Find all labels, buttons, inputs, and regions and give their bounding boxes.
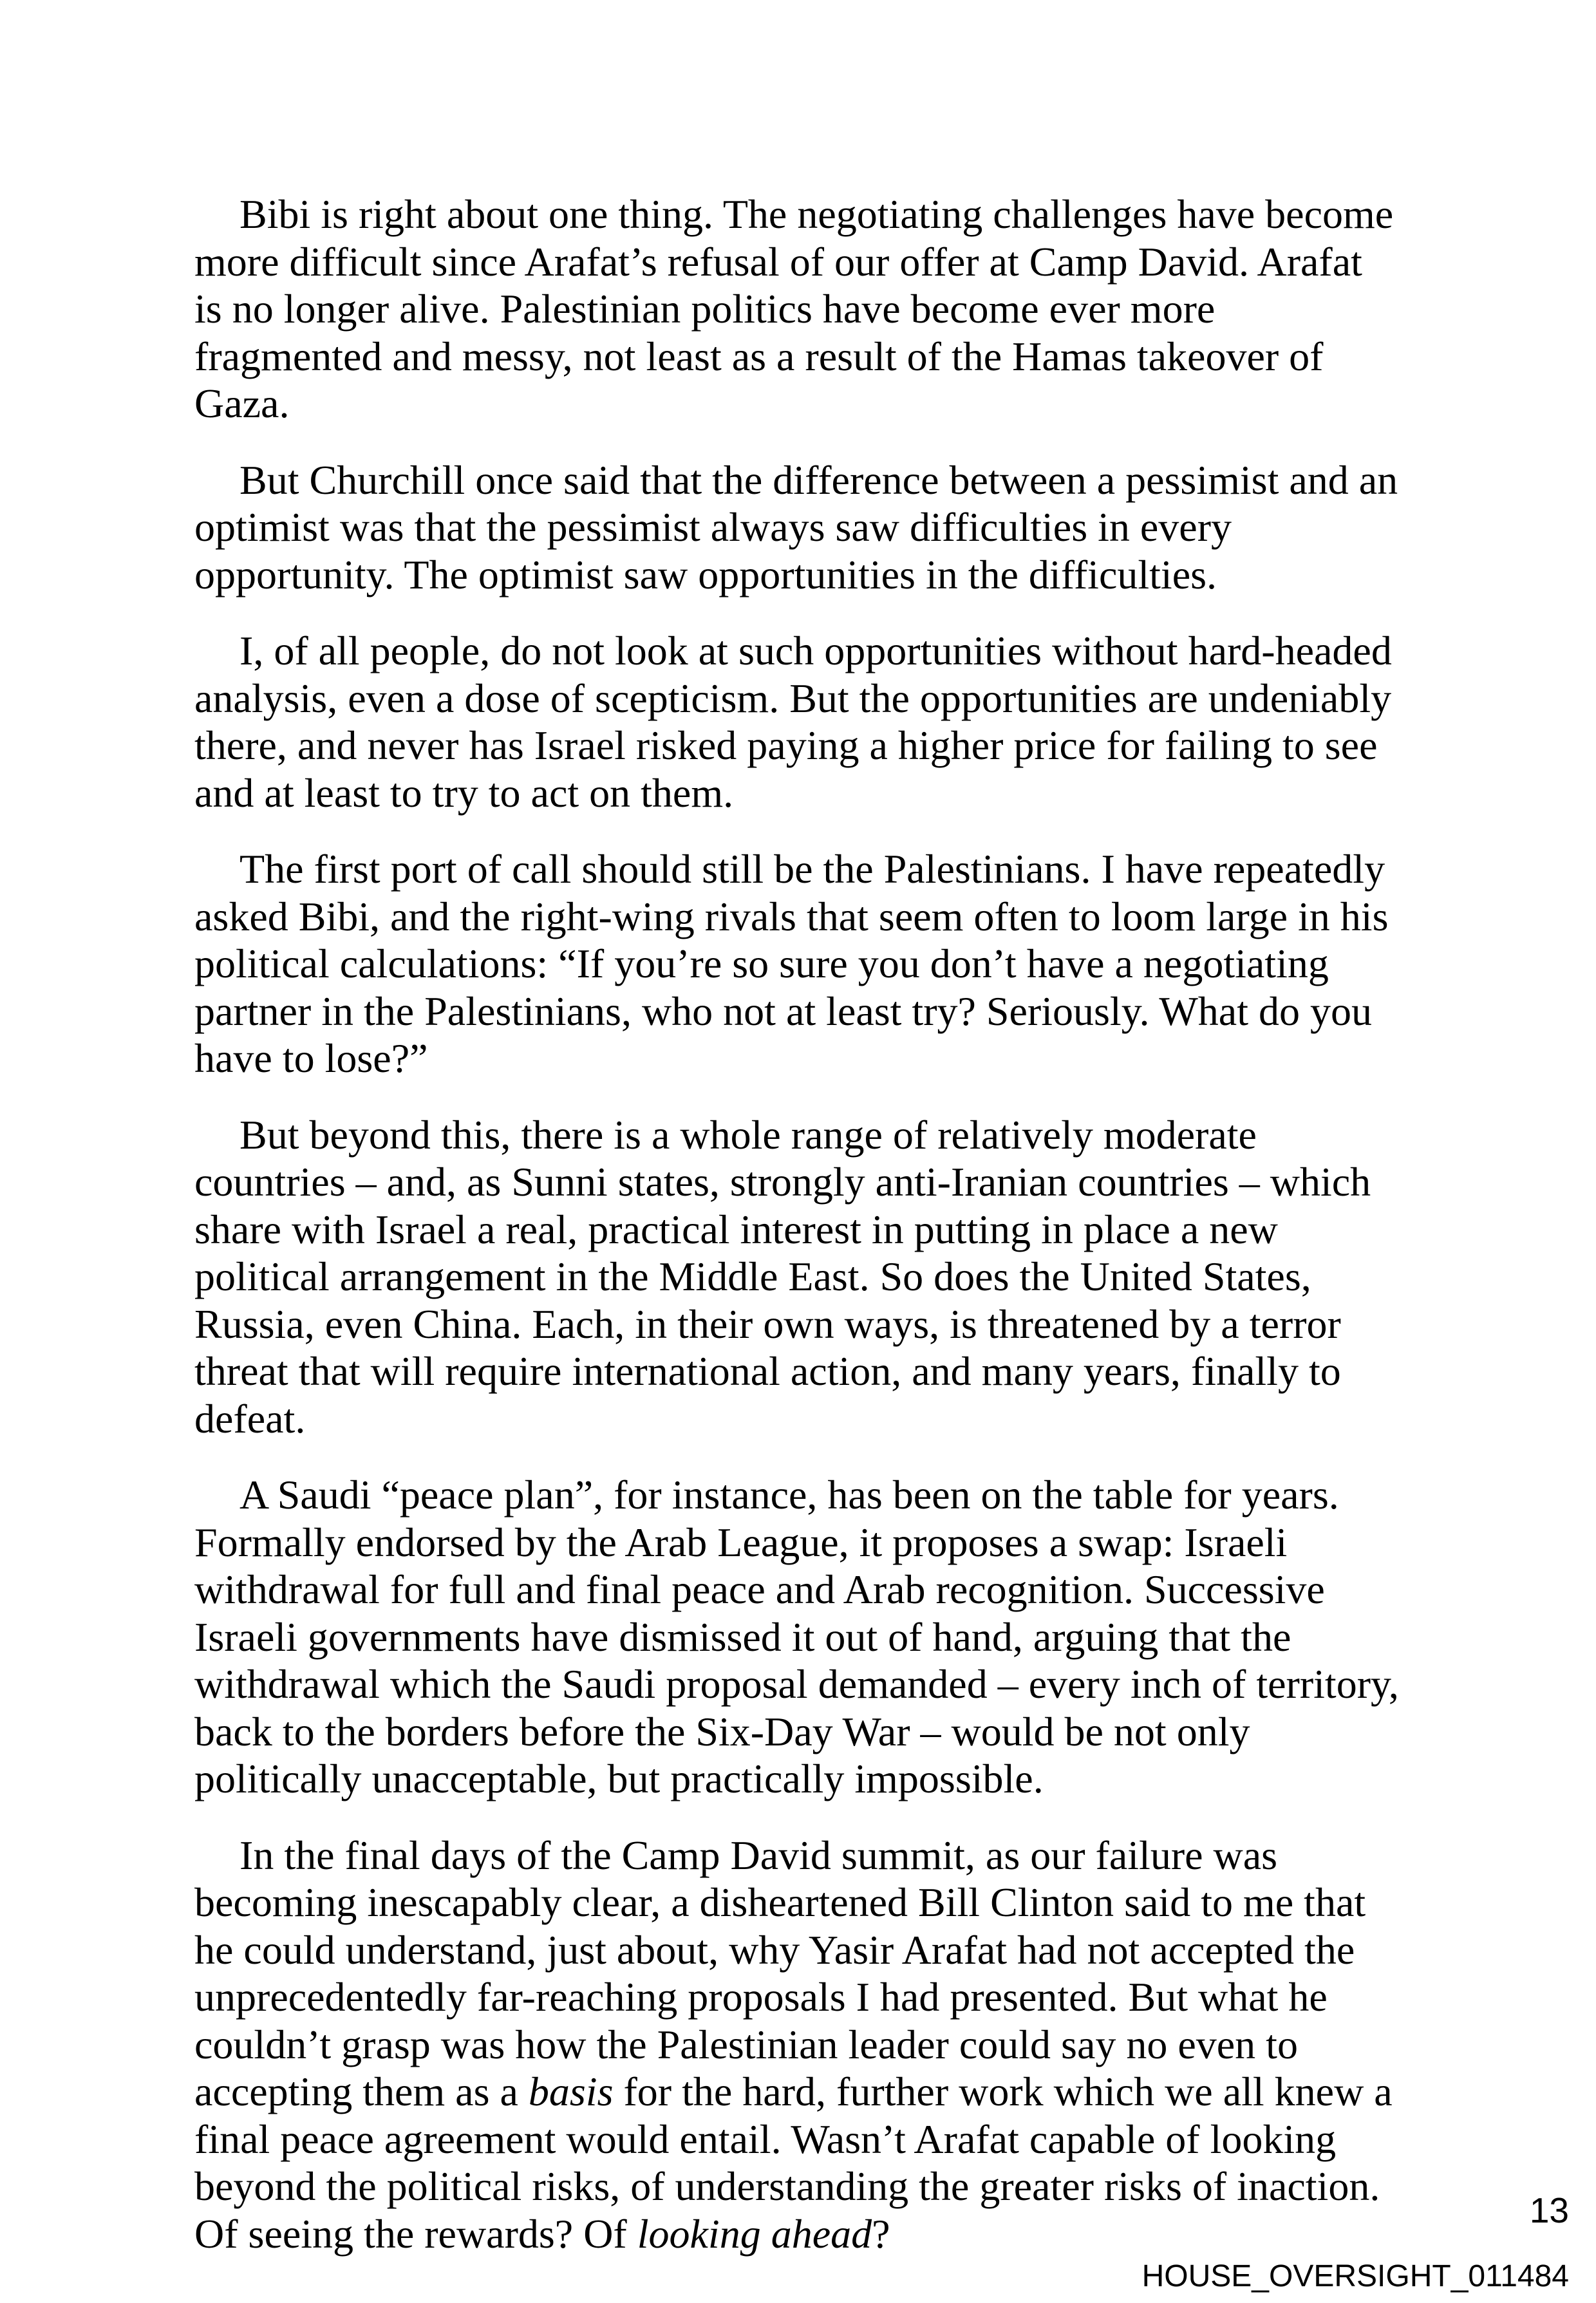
- paragraph-3: [194, 627, 1400, 816]
- italic-text-run: basis: [528, 2069, 614, 2114]
- paragraph-1: [194, 191, 1400, 428]
- text-run: A Saudi “peace plan”, for instance, has been on the table for years. Formally endorsed by the Arab League, it proposes a swap: Israeli withdrawal for full and final peace and Arab recognition. Successive Israeli governments have dismissed it out of hand, arguing that the withdrawal which the Saudi proposal demanded – every inch of territory, back to the borders before the Six-Day War – would be not only politically unacceptable, but practically impossible.: [194, 1472, 1399, 1801]
- page-number: 13: [1529, 2190, 1569, 2230]
- paragraph-5: [194, 1111, 1400, 1443]
- paragraph-4: [194, 845, 1400, 1082]
- bates-stamp: HOUSE_OVERSIGHT_011484: [1141, 2259, 1569, 2293]
- text-run: But beyond this, there is a whole range of relatively moderate countries – and, as Sunni states, strongly anti-Iranian countries – which share with Israel a real, practical interest in putting in place a new political arrangement in the Middle East. So does the United States, Russia, even China. Each, in their own ways, is threatened by a terror threat that will require international action, and many years, finally to defeat.: [194, 1111, 1371, 1442]
- text-run: But Churchill once said that the difference between a pessimist and an optimist was that the pessimist always saw difficulties in every opportunity. The optimist saw opportunities in the difficulties.: [194, 456, 1398, 597]
- paragraph-2: [194, 456, 1400, 599]
- text-run: I, of all people, do not look at such opportunities without hard-headed analysis, even a dose of scepticism. But the opportunities are undeniably there, and never has Israel risked paying a higher price for failing to see and at least to try to act on them.: [194, 628, 1392, 816]
- paragraph-7: [194, 1832, 1400, 2258]
- italic-text-run: looking ahead: [637, 2210, 872, 2257]
- text-run: In the final days of the Camp David summit, as our failure was becoming inescapably clear, a disheartened Bill Clinton said to me that he could understand, just about, why Yasir Arafat had not accepted the unprecedentedly far-reaching proposals I had presented. But what he couldn’t grasp was how the Palestinian leader could say no even to accepting them as a: [194, 1832, 1366, 2114]
- text-run: ?: [872, 2210, 890, 2257]
- text-run: The first port of call should still be the Palestinians. I have repeatedly asked Bibi, and the right-wing rivals that seem often to loom large in his political calculations: “If you’re so sure you don’t have a negotiating partner in the Palestinians, who not at least try? Seriously. What do you have to lose?”: [194, 846, 1389, 1081]
- text-run: Bibi is right about one thing. The negotiating challenges have become more difficult since Arafat’s refusal of our offer at Camp David. Arafat is no longer alive. Palestinian politics have become ever more fragmented and messy, not least as a result of the Hamas takeover of Gaza.: [194, 191, 1394, 426]
- text-run: for the hard, further work which we all knew a final peace agreement would entail. Wasn’t Arafat capable of looking beyond the political risks, of understanding the greater risks of inaction. Of seeing the rewards? Of: [194, 2069, 1393, 2257]
- paragraph-6: [194, 1471, 1400, 1803]
- body-text: [194, 191, 1400, 2286]
